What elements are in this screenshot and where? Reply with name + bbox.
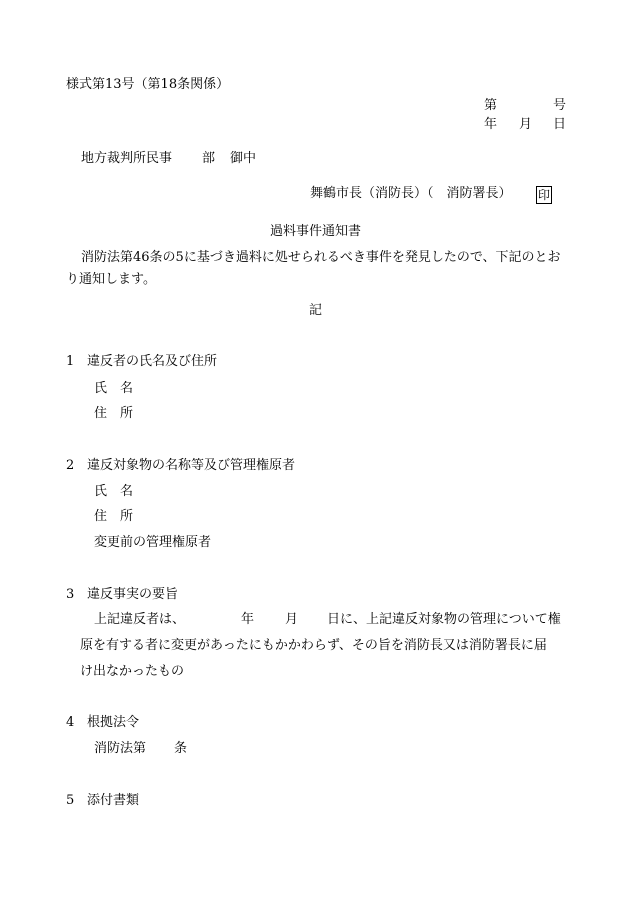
section-1-address-label: 住 所 xyxy=(94,406,134,421)
date-year: 年 xyxy=(484,117,498,132)
section-4-law-suffix: 条 xyxy=(174,741,188,756)
recipient-court: 地方裁判所民事 xyxy=(81,151,173,166)
date-month: 月 xyxy=(519,117,533,132)
form-label: 様式第13号（第18条関係） xyxy=(66,77,230,92)
section-1-name-label: 氏 名 xyxy=(94,381,134,396)
section-2-name-label: 氏 名 xyxy=(94,484,134,499)
section-2-number: 2 xyxy=(66,458,75,473)
intro-line-2: り通知します。 xyxy=(66,272,156,287)
section-1-number: 1 xyxy=(66,354,75,369)
number-go: 号 xyxy=(553,98,567,113)
section-2-former-manager: 変更前の管理権原者 xyxy=(94,535,212,550)
recipient-onchu: 御中 xyxy=(230,151,257,166)
recipient-bu: 部 xyxy=(202,151,216,166)
section-5-heading: 添付書類 xyxy=(87,793,140,808)
seal-mark: 印 xyxy=(537,188,550,202)
section-3-line-1b: 日に、上記違反対象物の管理について権 xyxy=(327,612,561,627)
section-3-number: 3 xyxy=(66,587,75,602)
section-4-heading: 根拠法令 xyxy=(87,715,140,730)
section-3-line-2: 原を有する者に変更があったにもかかわらず、その旨を消防長又は消防署長に届 xyxy=(80,638,547,653)
section-2-address-label: 住 所 xyxy=(94,509,134,524)
ki-label: 記 xyxy=(309,303,323,318)
sender: 舞鶴市長（消防長）（ 消防署長） xyxy=(310,186,512,201)
intro-line-1: 消防法第46条の5に基づき過料に処せられるべき事件を発見したので、下記のとお xyxy=(81,250,561,265)
section-3-line-1a: 上記違反者は、 xyxy=(94,612,186,627)
section-3-line-3: け出なかったもの xyxy=(80,664,185,679)
section-3-month: 月 xyxy=(285,612,299,627)
section-4-number: 4 xyxy=(66,715,75,730)
section-5-number: 5 xyxy=(66,793,75,808)
section-1-heading: 違反者の氏名及び住所 xyxy=(87,354,218,369)
number-dai: 第 xyxy=(484,98,498,113)
section-2-heading: 違反対象物の名称等及び管理権原者 xyxy=(87,458,296,473)
section-3-year: 年 xyxy=(241,612,255,627)
section-4-law-prefix: 消防法第 xyxy=(94,741,147,756)
document-title: 過料事件通知書 xyxy=(270,224,362,239)
date-day: 日 xyxy=(553,117,567,132)
section-3-heading: 違反事実の要旨 xyxy=(87,587,179,602)
